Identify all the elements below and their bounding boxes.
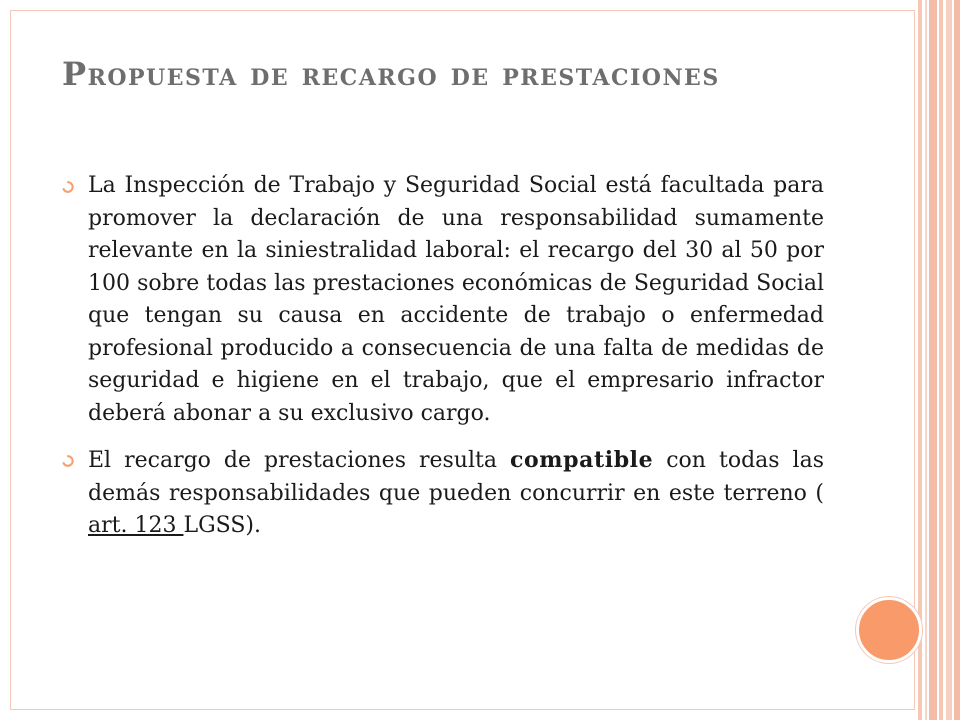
bullet-text-after: LGSS). [183, 513, 261, 538]
ring-bullet-icon [62, 455, 74, 467]
decorative-stripe [918, 0, 922, 720]
decorative-stripe [954, 0, 960, 720]
bullet-text: La Inspección de Trabajo y Seguridad Social está facultada para promover la declaración de una responsabilidad sumamente relevante en la siniestralidad laboral: el recargo del 30 al 50 por 100 sobre todas las prestaciones económicas de Seguridad Social que tengan su causa en accidente de trabajo o enfermedad profesional producido a consecuencia de una falta de medidas de seguridad e higiene en el trabajo, que el empresario infractor deberá abonar a su exclusivo cargo. [88, 173, 824, 426]
decorative-circle [856, 597, 922, 663]
decorative-stripe [929, 0, 937, 720]
bullet-item-2 [62, 444, 824, 543]
bullet-emphasis: compatible [509, 447, 654, 473]
ring-bullet-icon [62, 181, 74, 193]
bullet-item-1 [62, 170, 824, 430]
slide-title: Propuesta de recargo de prestaciones [62, 55, 720, 93]
decorative-stripe [925, 0, 927, 720]
decorative-stripe [946, 0, 952, 720]
bullet-list [62, 170, 824, 557]
decorative-stripe [939, 0, 943, 720]
bullet-text-middle: con todas las demás responsabilidades que pueden concurrir en este terreno ( [88, 448, 825, 506]
law-reference-link[interactable]: art. 123 [88, 513, 184, 538]
bullet-text-before: El recargo de prestaciones resulta [88, 448, 510, 473]
